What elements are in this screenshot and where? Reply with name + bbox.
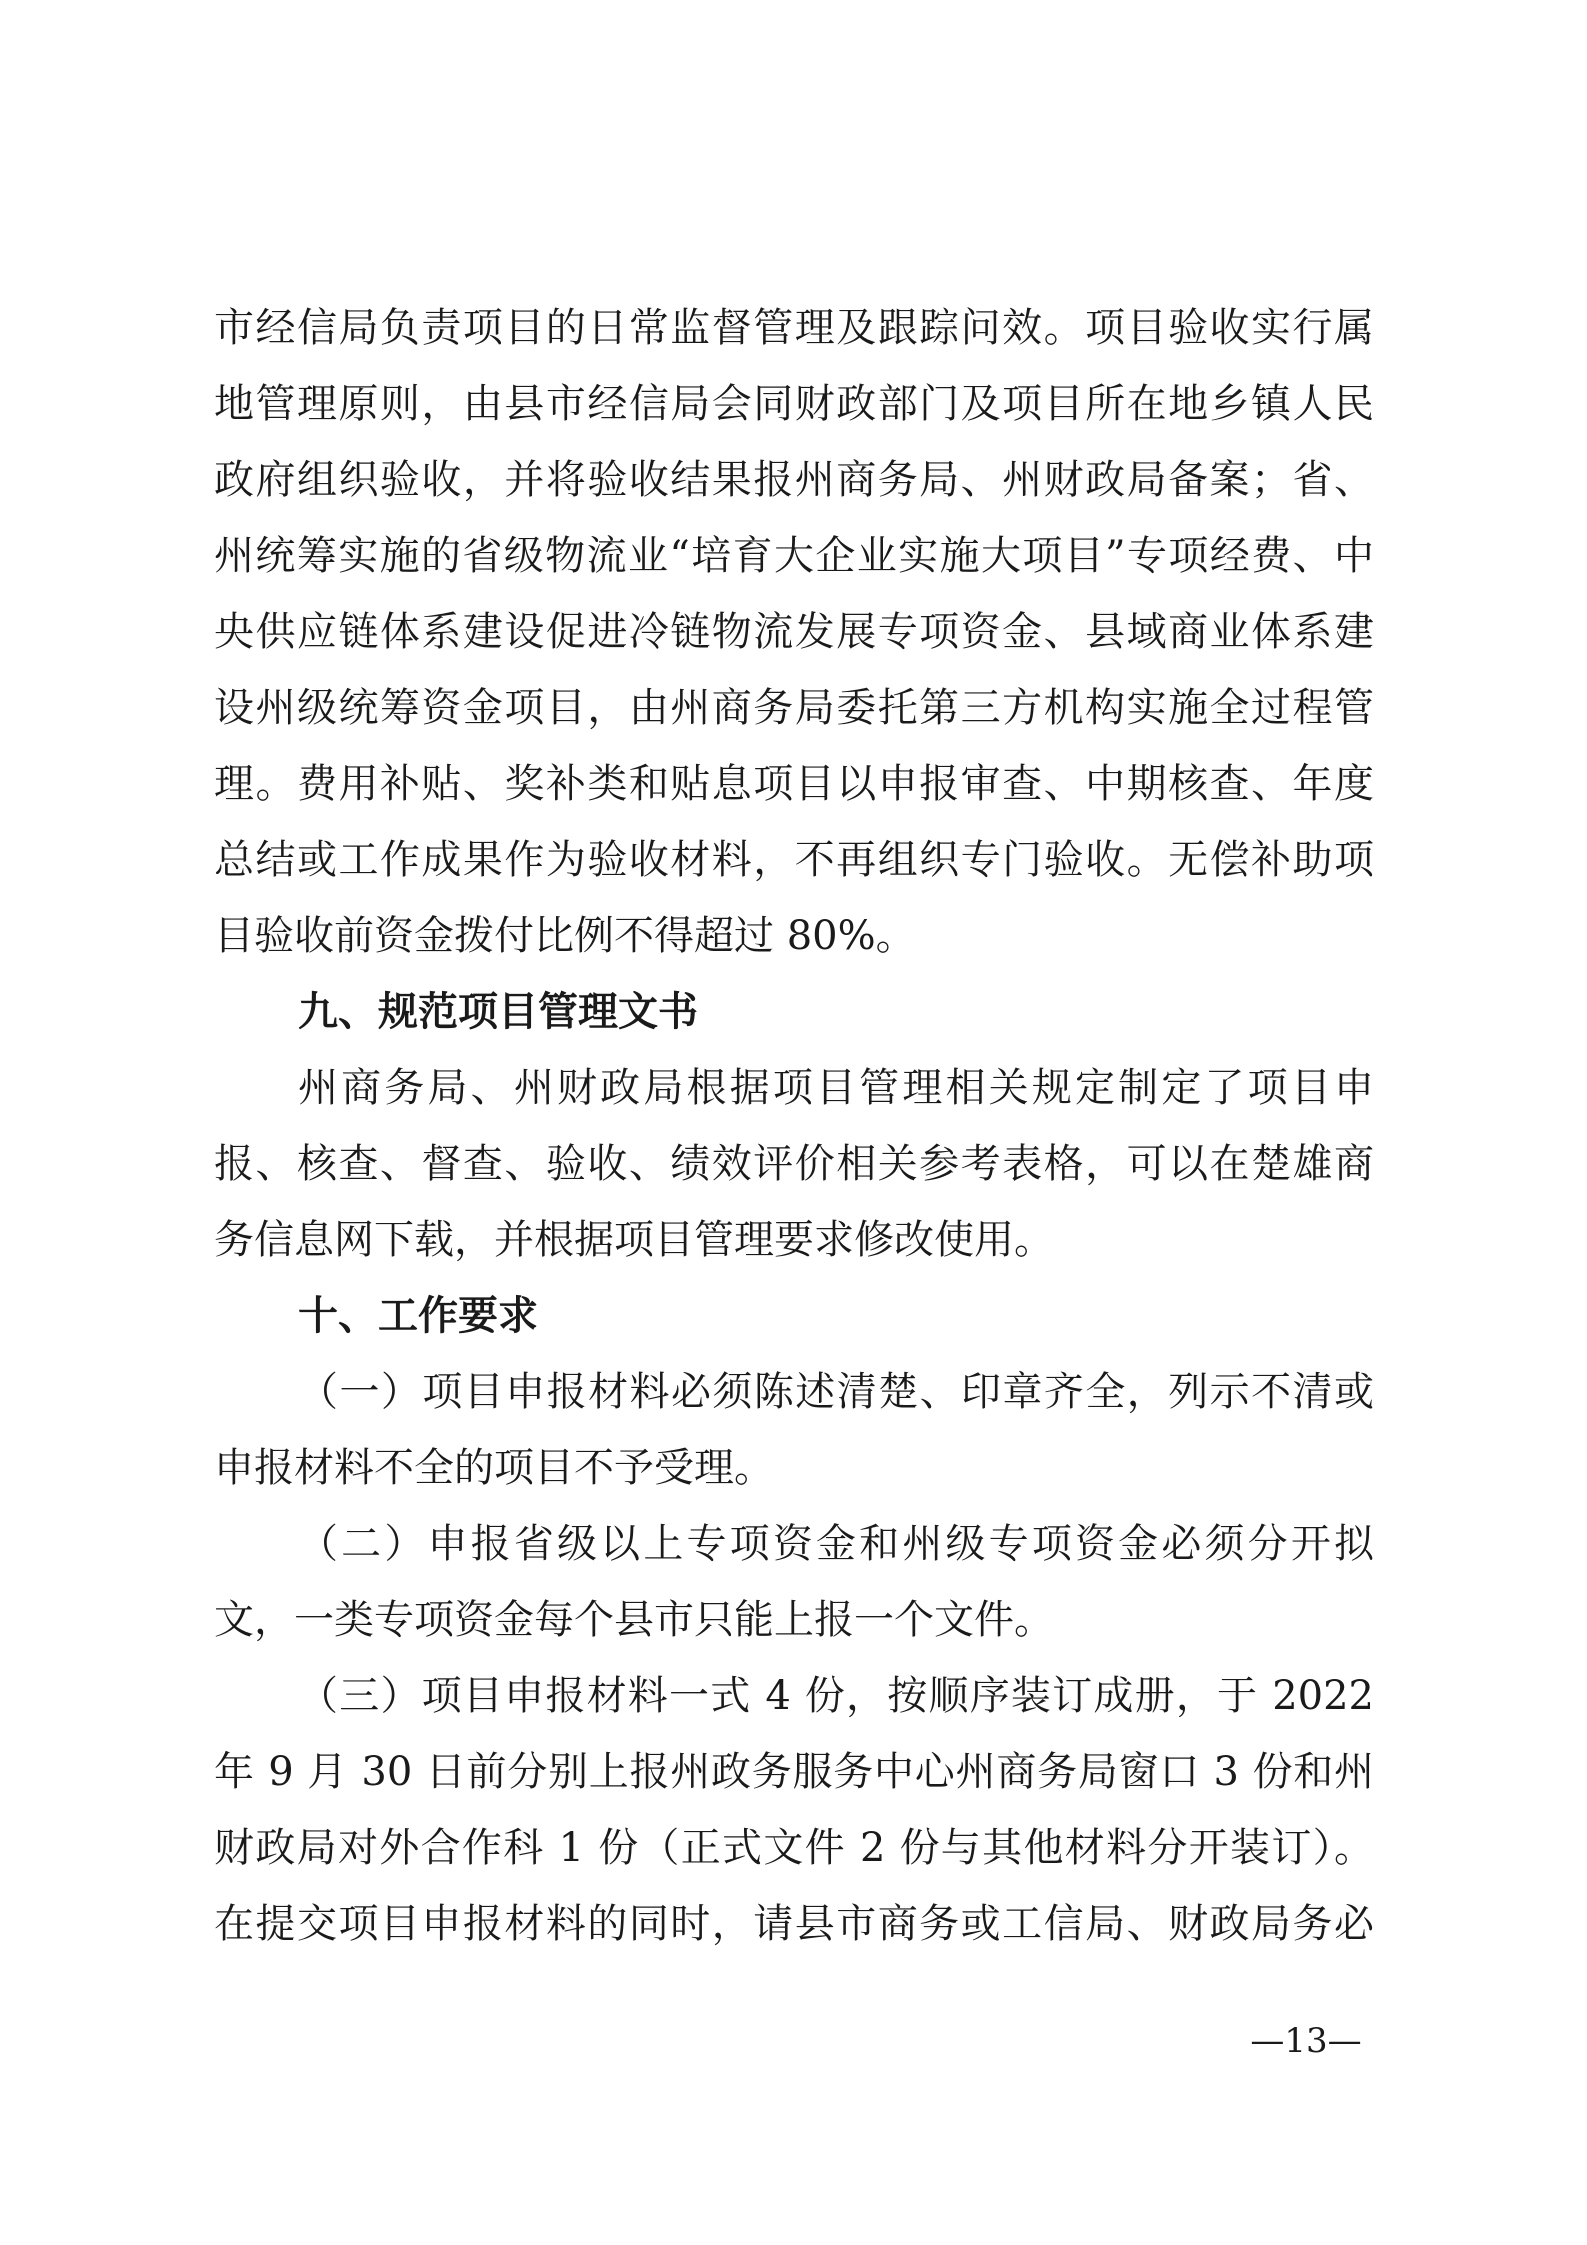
body-line: 市经信局负责项目的日常监督管理及跟踪问效。项目验收实行属 [214,305,1374,351]
body-line: 在提交项目申报材料的同时，请县市商务或工信局、财政局务必 [214,1901,1374,1947]
body-line: 理。费用补贴、奖补类和贴息项目以申报审查、中期核查、年度 [214,761,1374,807]
body-line: （三）项目申报材料一式 4 份，按顺序装订成册，于 2022 [298,1673,1374,1719]
body-line: 央供应链体系建设促进冷链物流发展专项资金、县域商业体系建 [214,609,1374,655]
page-number: —13— [1250,2021,1362,2061]
body-line: 州商务局、州财政局根据项目管理相关规定制定了项目申 [298,1065,1374,1111]
body-line: 政府组织验收，并将验收结果报州商务局、州财政局备案；省、 [214,457,1374,503]
body-line: 文，一类专项资金每个县市只能上报一个文件。 [214,1597,1054,1643]
body-line: 年 9 月 30 日前分别上报州政务服务中心州商务局窗口 3 份和州 [214,1749,1374,1795]
section-heading: 九、规范项目管理文书 [298,989,698,1035]
body-line: 报、核查、督查、验收、绩效评价相关参考表格，可以在楚雄商 [214,1141,1374,1187]
body-line: 地管理原则，由县市经信局会同财政部门及项目所在地乡镇人民 [214,381,1374,427]
body-line: （一）项目申报材料必须陈述清楚、印章齐全，列示不清或 [298,1369,1374,1415]
section-heading: 十、工作要求 [298,1293,538,1339]
body-line: 务信息网下载，并根据项目管理要求修改使用。 [214,1217,1054,1263]
body-line: 州统筹实施的省级物流业“培育大企业实施大项目”专项经费、中 [214,533,1374,579]
body-line: （二）申报省级以上专项资金和州级专项资金必须分开拟 [298,1521,1374,1567]
body-line: 设州级统筹资金项目，由州商务局委托第三方机构实施全过程管 [214,685,1374,731]
body-line: 目验收前资金拨付比例不得超过 80%。 [214,913,916,959]
body-line: 申报材料不全的项目不予受理。 [214,1445,774,1491]
body-line: 总结或工作成果作为验收材料，不再组织专门验收。无偿补助项 [214,837,1374,883]
body-line: 财政局对外合作科 1 份（正式文件 2 份与其他材料分开装订）。 [214,1825,1374,1871]
